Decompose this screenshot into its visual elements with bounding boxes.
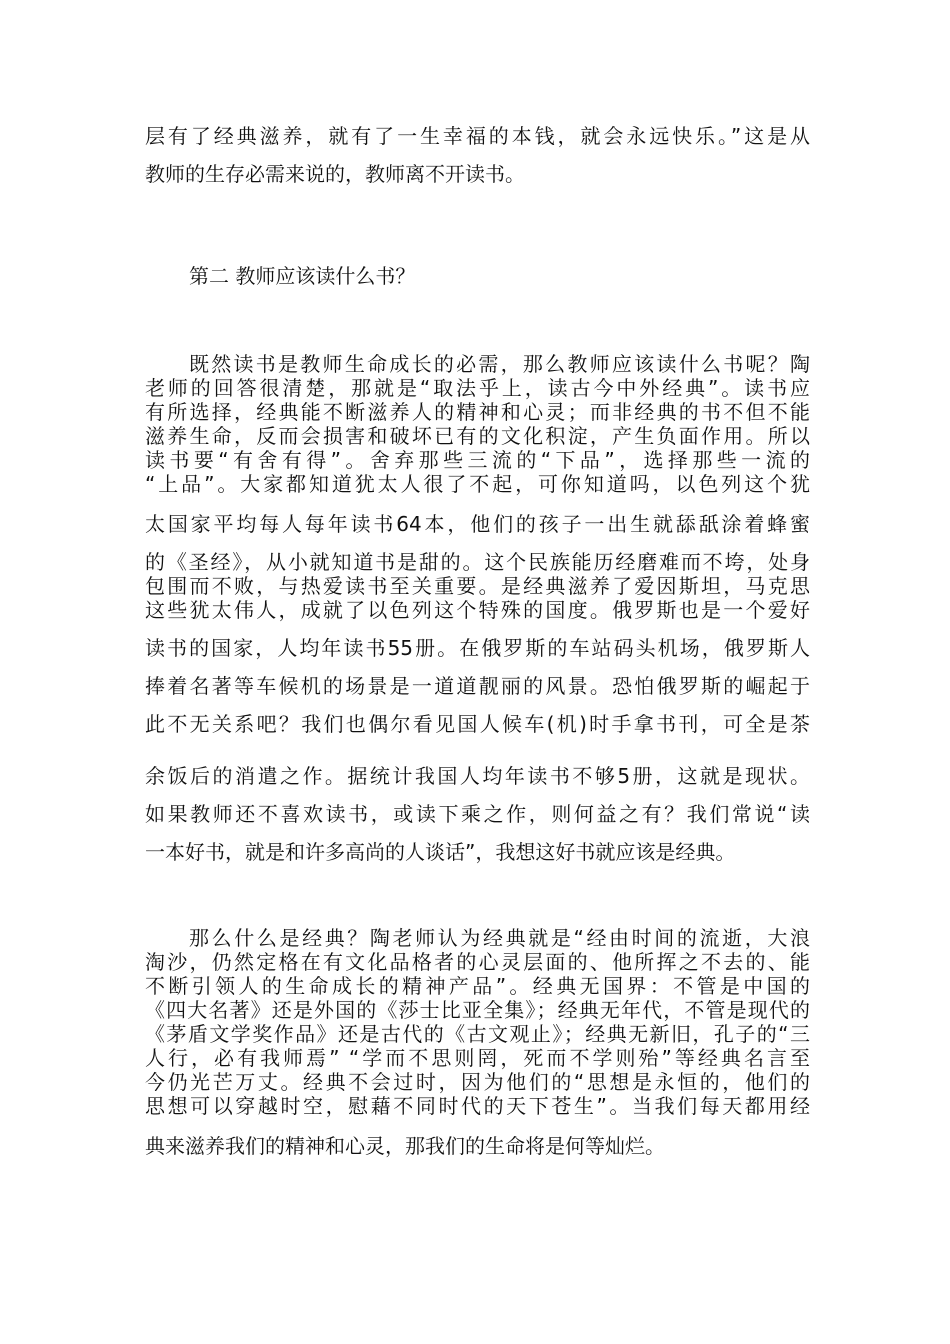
- text-line: 此不无关系吧？我们也偶尔看见国人候车(机)时手拿书刊，可全是茶: [145, 712, 810, 736]
- text-line: 太国家平均每人每年读书64本，他们的孩子一出生就舔舐涂着蜂蜜: [145, 512, 810, 536]
- text-line: 包围而不败，与热爱读书至关重要。是经典滋养了爱因斯坦，马克思: [145, 574, 810, 598]
- text-line: 捧着名著等车候机的场景是一道道靓丽的风景。恐怕俄罗斯的崛起于: [145, 674, 810, 698]
- text-line: 有所选择，经典能不断滋养人的精神和心灵；而非经典的书不但不能: [145, 400, 810, 424]
- text-line: 这些犹太伟人，成就了以色列这个特殊的国度。俄罗斯也是一个爱好: [145, 598, 810, 622]
- text-line: 余饭后的消遣之作。据统计我国人均年读书不够5册，这就是现状。: [145, 764, 810, 788]
- text-line: 教师的生存必需来说的，教师离不开读书。: [145, 162, 525, 186]
- text-line: 滋养生命，反而会损害和破坏已有的文化积淀，产生负面作用。所以: [145, 424, 810, 448]
- section-heading: 第二 教师应该读什么书？: [189, 264, 416, 288]
- text-line: 今仍光芒万丈。经典不会过时，因为他们的“思想是永恒的，他们的: [145, 1070, 810, 1094]
- text-line: 那么什么是经典？陶老师认为经典就是“经由时间的流逝，大浪: [189, 926, 810, 950]
- text-line: 一本好书，就是和许多高尚的人谈话”，我想这好书就应该是经典。: [145, 840, 736, 864]
- text-line: 读书要“有舍有得”。舍弃那些三流的“下品”，选择那些一流的: [145, 448, 810, 472]
- text-line: 《茅盾文学奖作品》还是古代的《古文观止》；经典无新旧，孔子的“三: [145, 1022, 810, 1046]
- text-line: 的《圣经》，从小就知道书是甜的。这个民族能历经磨难而不垮，处身: [145, 550, 810, 574]
- text-line: 老师的回答很清楚，那就是“取法乎上，读古今中外经典”。读书应: [145, 376, 810, 400]
- text-line: 典来滋养我们的精神和心灵，那我们的生命将是何等灿烂。: [145, 1134, 665, 1158]
- text-line: 思想可以穿越时空，慰藉不同时代的天下苍生”。当我们每天都用经: [145, 1094, 810, 1118]
- text-line: 如果教师还不喜欢读书，或读下乘之作，则何益之有？我们常说“读: [145, 802, 810, 826]
- text-line: 既然读书是教师生命成长的必需，那么教师应该读什么书呢？陶: [189, 352, 810, 376]
- text-line: 人行，必有我师焉” “学而不思则罔，死而不学则殆”等经典名言至: [145, 1046, 810, 1070]
- text-line: “上品”。大家都知道犹太人很了不起，可你知道吗，以色列这个犹: [145, 472, 810, 496]
- text-line: 淘沙，仍然定格在有文化品格者的心灵层面的、他所挥之不去的、能: [145, 950, 810, 974]
- text-line: 读书的国家，人均年读书55册。在俄罗斯的车站码头机场，俄罗斯人: [145, 636, 810, 660]
- text-line: 《四大名著》还是外国的《莎士比亚全集》；经典无年代，不管是现代的: [145, 998, 810, 1022]
- text-line: 不断引领人的生命成长的精神产品”。经典无国界：不管是中国的: [145, 974, 810, 998]
- text-line: 层有了经典滋养，就有了一生幸福的本钱，就会永远快乐。”这是从: [145, 124, 810, 148]
